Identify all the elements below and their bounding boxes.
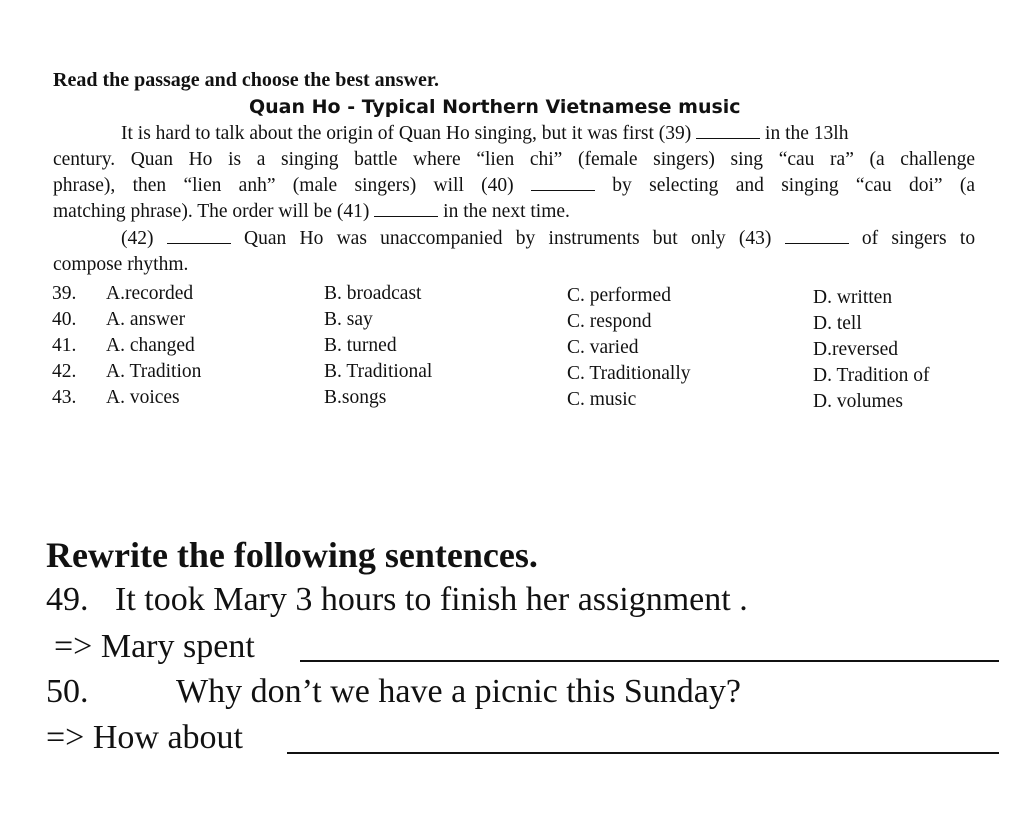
passage-line-3-end: by selecting and singing “cau doi” (a xyxy=(612,175,975,196)
q49-answer-line[interactable] xyxy=(300,660,999,662)
question-number: 40. xyxy=(52,309,77,330)
q50-prompt: => How about xyxy=(46,719,243,756)
answer-blank-40 xyxy=(531,176,595,191)
option-d: D.reversed xyxy=(813,339,898,360)
option-b: B.songs xyxy=(324,387,387,408)
option-d: D. volumes xyxy=(813,391,903,412)
rewrite-heading: Rewrite the following sentences. xyxy=(46,535,538,575)
passage-line-5-start: (42) xyxy=(121,228,154,249)
q50-answer-line[interactable] xyxy=(287,752,999,754)
passage-line-5 xyxy=(121,228,975,250)
option-a: A.recorded xyxy=(106,283,194,304)
q50-number: 50. xyxy=(46,673,89,710)
option-a: A. answer xyxy=(106,309,186,330)
passage-line-6: compose rhythm. xyxy=(53,254,189,275)
passage-line-4-start: matching phrase). The order will be (41) xyxy=(53,201,370,222)
option-c: C. varied xyxy=(567,337,639,358)
passage-line-4 xyxy=(53,201,975,223)
option-b: B. Traditional xyxy=(324,361,433,382)
instruction-text: Read the passage and choose the best answer. xyxy=(53,69,439,91)
option-a: A. changed xyxy=(106,335,195,356)
answer-blank-43 xyxy=(785,229,849,244)
option-a: A. Tradition xyxy=(106,361,202,382)
passage-line-4-end: in the next time. xyxy=(443,201,570,222)
option-d: D. tell xyxy=(813,313,862,334)
answer-blank-39 xyxy=(696,124,760,139)
passage-line-5-middle: Quan Ho was unaccompanied by instruments but only (43) xyxy=(244,228,772,249)
q49-sentence: It took Mary 3 hours to finish her assignment . xyxy=(115,581,748,618)
option-c: C. respond xyxy=(567,311,652,332)
option-c: C. performed xyxy=(567,285,671,306)
passage-line-1-start: It is hard to talk about the origin of Quan Ho singing, but it was first (39) xyxy=(121,123,692,144)
question-number: 41. xyxy=(52,335,77,356)
question-number: 43. xyxy=(52,387,77,408)
passage-line-1 xyxy=(53,123,975,145)
option-a: A. voices xyxy=(106,387,180,408)
passage-line-3-start: phrase), then “lien anh” (male singers) will (40) xyxy=(53,175,514,196)
option-b: B. say xyxy=(324,309,373,330)
option-d: D. Tradition of xyxy=(813,365,930,386)
passage-line-3 xyxy=(53,175,975,197)
q49-number: 49. xyxy=(46,581,89,618)
passage-title: Quan Ho - Typical Northern Vietnamese music xyxy=(249,96,741,118)
question-number: 42. xyxy=(52,361,77,382)
option-d: D. written xyxy=(813,287,893,308)
question-number: 39. xyxy=(52,283,77,304)
answer-blank-41 xyxy=(374,202,438,217)
option-b: B. broadcast xyxy=(324,283,422,304)
q50-sentence: Why don’t we have a picnic this Sunday? xyxy=(176,673,741,710)
option-b: B. turned xyxy=(324,335,397,356)
passage-line-1-end: in the 13lh xyxy=(765,123,849,144)
passage-line-5-end: of singers to xyxy=(861,228,976,249)
passage-line-2: century. Quan Ho is a singing battle where “lien chi” (female singers) sing “cau ra” (a challenge xyxy=(53,149,975,170)
option-c: C. music xyxy=(567,389,637,410)
option-c: C. Traditionally xyxy=(567,363,691,384)
answer-blank-42 xyxy=(167,229,231,244)
q49-prompt: => Mary spent xyxy=(54,628,255,665)
